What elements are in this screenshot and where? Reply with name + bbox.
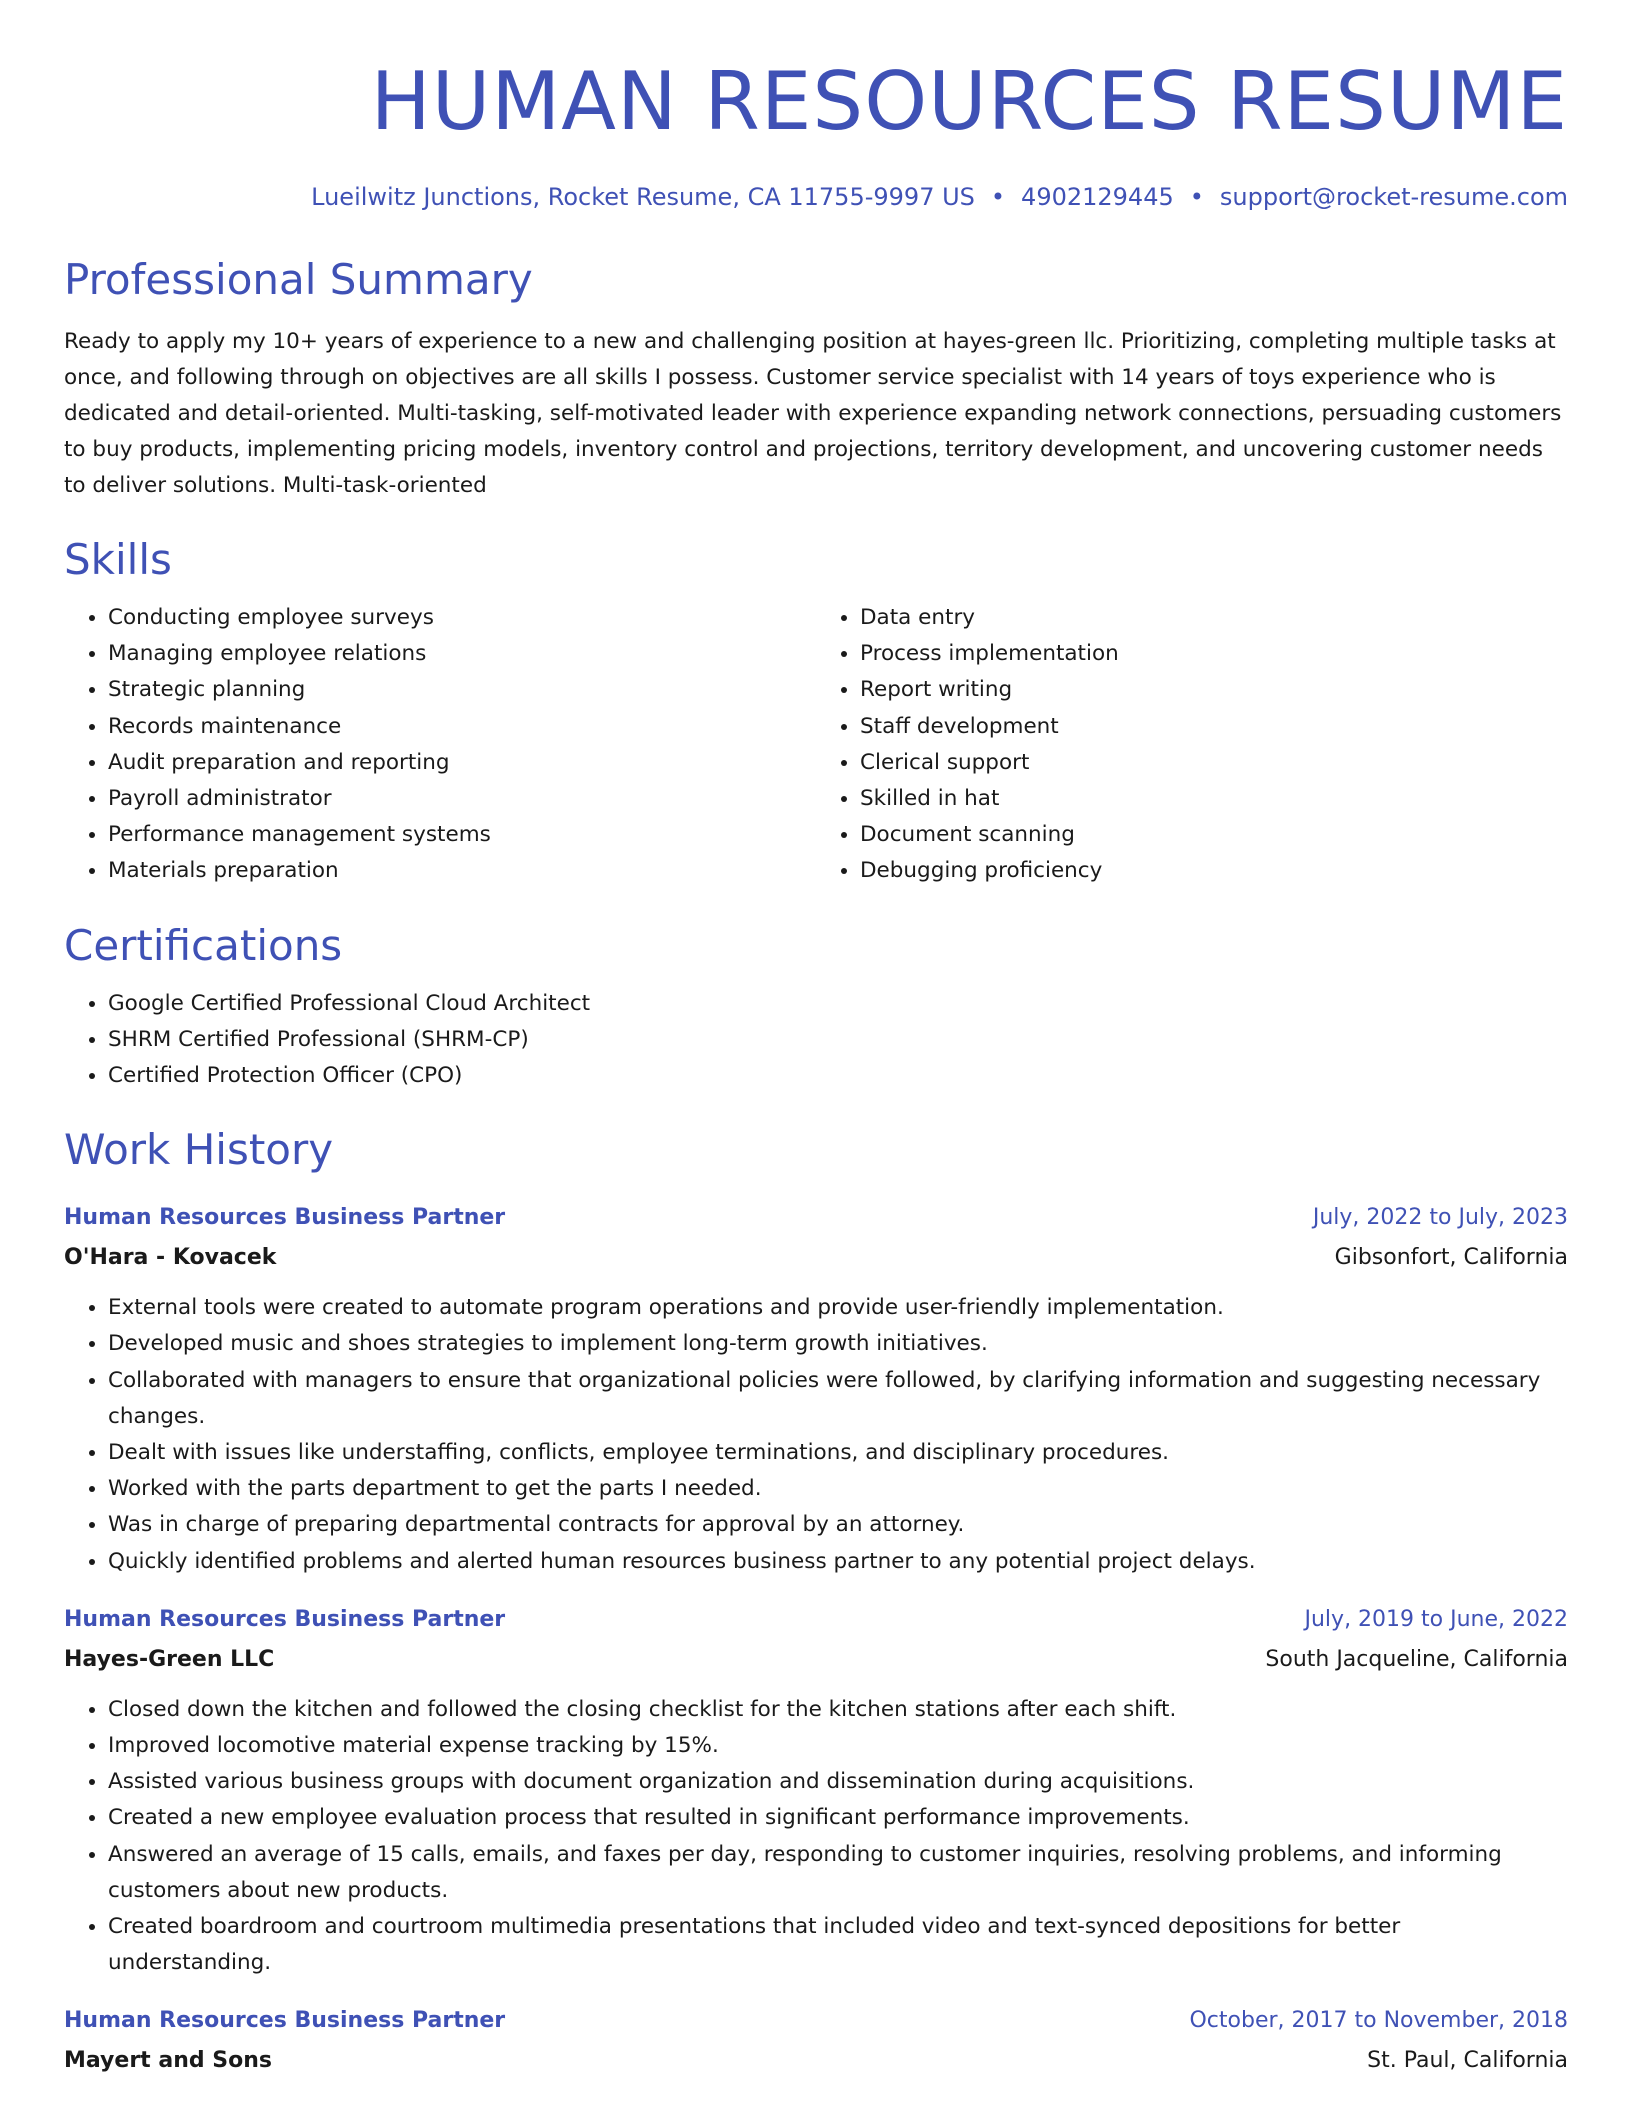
job-company-row bbox=[64, 1640, 1568, 1680]
certification-item: • Certified Protection Officer (CPO) bbox=[108, 1058, 1568, 1094]
job-title-row bbox=[64, 1198, 1568, 1238]
job-dates: July, 2019 to June, 2022 bbox=[1304, 1606, 1568, 1632]
work-history-heading: Work History bbox=[64, 1125, 334, 1175]
certifications-list bbox=[64, 986, 1568, 1095]
job-company-row bbox=[64, 2041, 1568, 2081]
skill-item: • Payroll administrator bbox=[108, 781, 816, 817]
job-bullet: • Answered an average of 15 calls, emails, and faxes per day, responding to customer inquiries, resolving problems, and informing customers about new products. bbox=[108, 1837, 1568, 1909]
job-company-row bbox=[64, 1238, 1568, 1278]
job-title-row bbox=[64, 2001, 1568, 2041]
certification-item: • Google Certified Professional Cloud Architect bbox=[108, 986, 1568, 1022]
job-dates: October, 2017 to November, 2018 bbox=[1189, 2008, 1568, 2034]
skill-item: • Performance management systems bbox=[108, 817, 816, 853]
contact-separator: • bbox=[990, 183, 1006, 211]
job-bullet: • Created boardroom and courtroom multimedia presentations that included video and text-synced depositions for better understanding. bbox=[108, 1909, 1568, 1981]
skill-item: • Conducting employee surveys bbox=[108, 600, 816, 636]
skill-item: • Audit preparation and reporting bbox=[108, 745, 816, 781]
job-title: Human Resources Business Partner bbox=[64, 1205, 506, 1231]
resume-title: HUMAN RESOURCES RESUME bbox=[370, 55, 1568, 148]
skill-item: • Debugging proficiency bbox=[860, 853, 1568, 889]
job-location: St. Paul, California bbox=[1367, 2048, 1568, 2074]
job-bullet: • Quickly identified problems and alerted human resources business partner to any potential project delays. bbox=[108, 1544, 1568, 1580]
job-company: Hayes-Green LLC bbox=[64, 1646, 275, 1672]
job-title-row bbox=[64, 1600, 1568, 1640]
job-title: Human Resources Business Partner bbox=[64, 2008, 506, 2034]
contact-line bbox=[64, 182, 1568, 212]
skill-item: • Report writing bbox=[860, 672, 1568, 708]
summary-heading: Professional Summary bbox=[64, 255, 533, 304]
job-bullet: • Was in charge of preparing departmental contracts for approval by an attorney. bbox=[108, 1507, 1568, 1543]
job-bullet: • Assisted various business groups with document organization and dissemination during acquisitions. bbox=[108, 1764, 1568, 1800]
job-location: South Jacqueline, California bbox=[1265, 1646, 1568, 1672]
job-bullets bbox=[64, 1692, 1568, 1982]
job-company: Mayert and Sons bbox=[64, 2048, 272, 2074]
skills-column-right bbox=[816, 600, 1568, 890]
job-bullet: • Worked with the parts department to get the parts I needed. bbox=[108, 1471, 1568, 1507]
job-bullets bbox=[64, 1290, 1568, 1580]
skills-heading: Skills bbox=[64, 535, 172, 584]
contact-phone: 4902129445 bbox=[1021, 183, 1174, 211]
job-company: O'Hara - Kovacek bbox=[64, 1245, 277, 1271]
summary-text: Ready to apply my 10+ years of experience to a new and challenging position at hayes-green llc. Prioritizing, completing multiple tasks at once, and following through on objectives are all skills I possess. Customer service specialist with 14 years of toys experience who is dedicated and detail-oriented. Multi-tasking, self-motivated leader with experience expanding network connections, persuading customers to buy products, implementing pricing models, inventory control and projections, territory development, and uncovering customer needs to deliver solutions. Multi-task-oriented bbox=[64, 329, 1562, 498]
skill-item: • Materials preparation bbox=[108, 853, 816, 889]
job-bullet: • Closed down the kitchen and followed the closing checklist for the kitchen stations after each shift. bbox=[108, 1692, 1568, 1728]
skill-item: • Document scanning bbox=[860, 817, 1568, 853]
skill-item: • Clerical support bbox=[860, 745, 1568, 781]
job-bullet: • Dealt with issues like understaffing, conflicts, employee terminations, and disciplinary procedures. bbox=[108, 1435, 1568, 1471]
skills-list bbox=[64, 588, 1568, 890]
skill-item: • Staff development bbox=[860, 709, 1568, 745]
skills-column-left bbox=[64, 600, 816, 890]
certifications-heading: Certifications bbox=[64, 920, 343, 970]
job-dates: July, 2022 to July, 2023 bbox=[1312, 1205, 1568, 1231]
skill-item: • Records maintenance bbox=[108, 709, 816, 745]
job-location: Gibsonfort, California bbox=[1334, 1245, 1568, 1271]
certification-item: • SHRM Certified Professional (SHRM-CP) bbox=[108, 1022, 1568, 1058]
contact-address: Lueilwitz Junctions, Rocket Resume, CA 11755-9997 US bbox=[311, 183, 975, 211]
contact-email[interactable]: support@rocket-resume.com bbox=[1219, 183, 1568, 211]
job-bullet: • Improved locomotive material expense tracking by 15%. bbox=[108, 1728, 1568, 1764]
job-entry bbox=[64, 2001, 1568, 2081]
job-bullet: • Created a new employee evaluation process that resulted in significant performance improvements. bbox=[108, 1800, 1568, 1836]
skill-item: • Data entry bbox=[860, 600, 1568, 636]
job-entry bbox=[64, 1198, 1568, 1580]
skill-item: • Skilled in hat bbox=[860, 781, 1568, 817]
job-title: Human Resources Business Partner bbox=[64, 1606, 506, 1632]
job-entry bbox=[64, 1600, 1568, 1982]
contact-separator: • bbox=[1189, 183, 1204, 211]
job-bullet: • Collaborated with managers to ensure that organizational policies were followed, by clarifying information and suggesting necessary changes. bbox=[108, 1363, 1568, 1435]
job-bullet: • Developed music and shoes strategies to implement long-term growth initiatives. bbox=[108, 1326, 1568, 1362]
skill-item: • Process implementation bbox=[860, 636, 1568, 672]
job-bullet: • External tools were created to automate program operations and provide user-friendly implementation. bbox=[108, 1290, 1568, 1326]
skill-item: • Strategic planning bbox=[108, 672, 816, 708]
skill-item: • Managing employee relations bbox=[108, 636, 816, 672]
